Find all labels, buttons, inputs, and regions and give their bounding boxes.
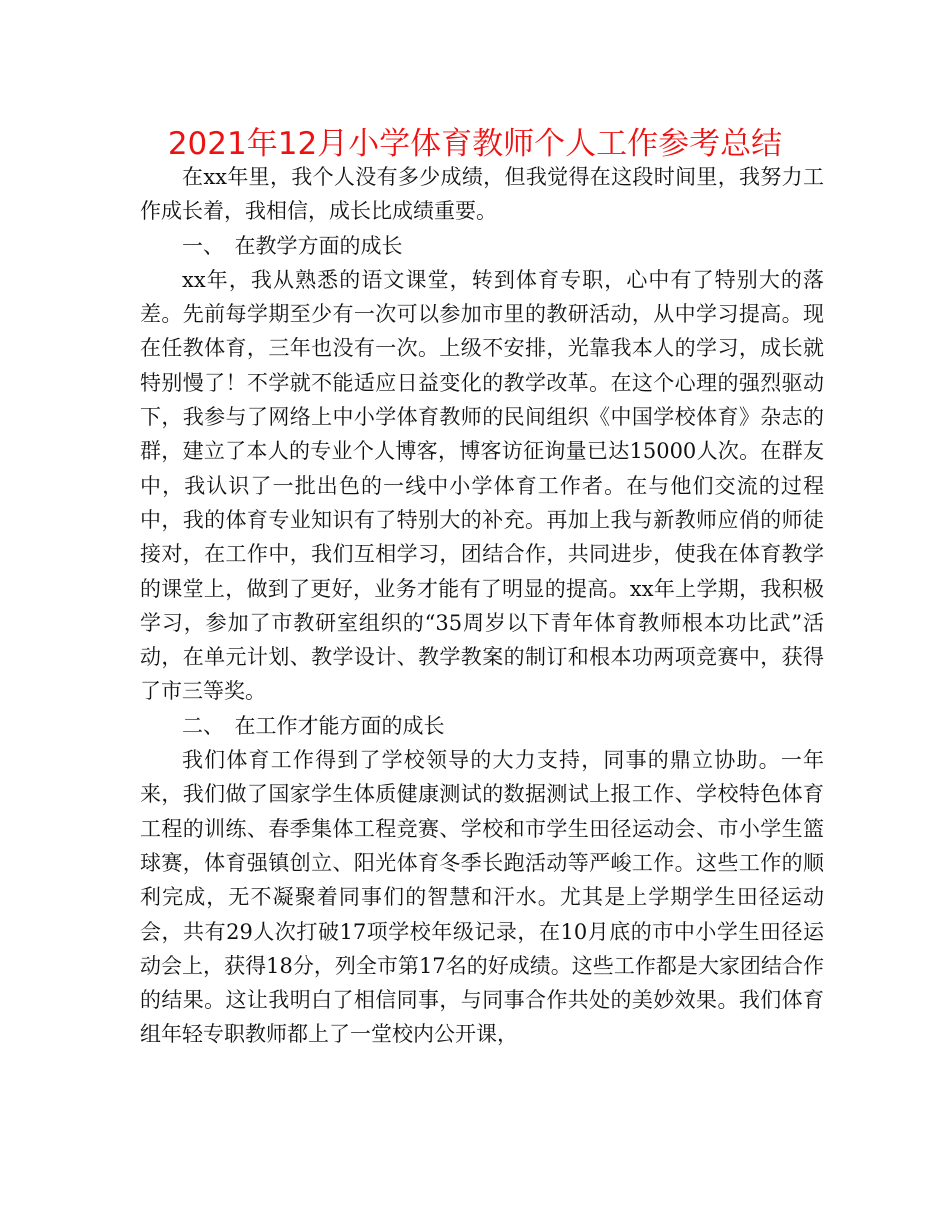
work-ability-paragraph: 我们体育工作得到了学校领导的大力支持，同事的鼎立协助。一年来，我们做了国家学生体质健康测试的数据测试上报工作、学校特色体育工程的训练、春季集体工程竞赛、学校和市学生田径运动会、市小学生篮球赛，体育强镇创立、阳光体育冬季长跑活动等严峻工作。这些工作的顺利完成，无不凝聚着同事们的智慧和汗水。尤其是上学期学生田径运动会，共有29人次打破17项学校年级记录，在10月底的市中小学生田径运动会上，获得18分，列全市第17名的好成绩。这些工作都是大家团结合作的结果。这让我明白了相信同事，与同事合作共处的美妙效果。我们体育组年轻专职教师都上了一堂校内公开课，: [140, 748, 824, 1047]
section-heading-teaching: 一、 在教学方面的成长: [182, 233, 403, 258]
intro-paragraph: 在xx年里，我个人没有多少成绩，但我觉得在这段时间里，我努力工作成长着，我相信，成长比成绩重要。: [140, 165, 824, 224]
section-heading-work-ability: 二、 在工作才能方面的成长: [182, 713, 445, 738]
document-body: [140, 160, 824, 1052]
document-title: 2021年12月小学体育教师个人工作参考总结: [167, 126, 783, 162]
teaching-paragraph: xx年，我从熟悉的语文课堂，转到体育专职，心中有了特别大的落差。先前每学期至少有一次可以参加市里的教研活动，从中学习提高。现在任教体育，三年也没有一次。上级不安排，光靠我本人的学习，成长就特别慢了！不学就不能适应日益变化的教学改革。在这个心理的强烈驱动下，我参与了网络上中小学体育教师的民间组织《中国学校体育》杂志的群，建立了本人的专业个人博客，博客访征询量已达15000人次。在群友中，我认识了一批出色的一线中小学体育工作者。在与他们交流的过程中，我的体育专业知识有了特别大的补充。再加上我与新教师应俏的师徒接对，在工作中，我们互相学习，团结合作，共同进步，使我在体育教学的课堂上，做到了更好，业务才能有了明显的提高。xx年上学期，我积极学习，参加了市教研室组织的“35周岁以下青年体育教师根本功比武”活动，在单元计划、教学设计、教学教案的制订和根本功两项竞赛中，获得了市三等奖。: [140, 267, 824, 704]
